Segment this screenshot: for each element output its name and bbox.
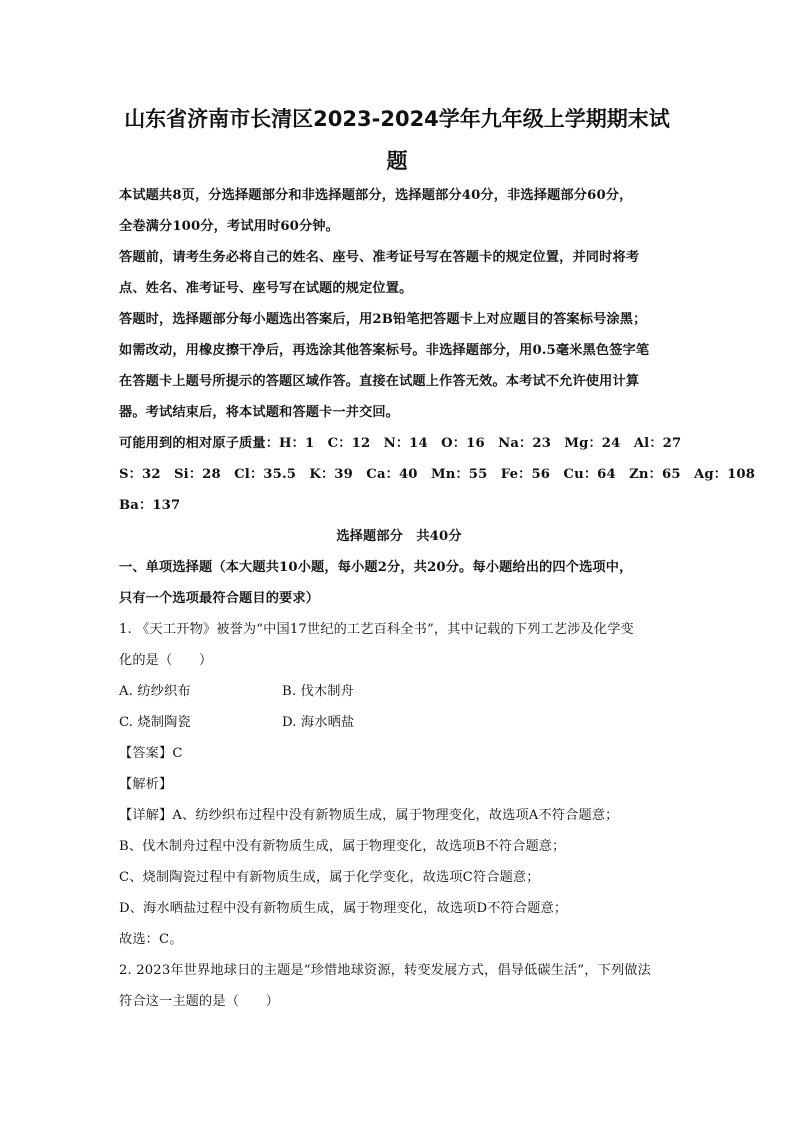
option-a: A. 纺纱织布 — [119, 684, 191, 699]
analysis-label: 【解析】 — [119, 777, 173, 792]
part-heading-line: 一、单项选择题（本大题共10小题，每小题2分，共20分。每小题给出的四个选项中， — [119, 560, 633, 575]
analysis-line: D、海水晒盐过程中没有新物质生成，属于物理变化，故选项D不符合题意； — [119, 901, 568, 916]
analysis-line: C、烧制陶瓷过程中有新物质生成，属于化学变化，故选项C符合题意； — [119, 870, 540, 885]
atomic-mass-line: Ba：137 — [119, 498, 181, 513]
instruction-line: 答题前，请考生务必将自己的姓名、座号、准考证号写在答题卡的规定位置，并同时将考 — [119, 250, 640, 265]
part-heading-line: 只有一个选项最符合题目的要求） — [119, 591, 320, 606]
instruction-line: 全卷满分100分，考试用时60分钟。 — [119, 219, 340, 234]
option-d: D. 海水晒盐 — [282, 715, 355, 730]
question-1-stem: 1. 《天工开物》被誉为“中国17世纪的工艺百科全书”，其中记载的下列工艺涉及化学变 — [119, 622, 634, 637]
instruction-line: 点、姓名、准考证号、座号写在试题的规定位置。 — [119, 281, 413, 296]
atomic-mass-line: S：32 Si：28 Cl：35.5 K：39 Ca：40 Mn：55 Fe：56 Cu：64 Zn：65 Ag：108 — [119, 467, 756, 482]
option-c: C. 烧制陶瓷 — [119, 715, 191, 730]
question-1-options-row — [119, 707, 679, 738]
instruction-line: 本试题共8页，分选择题部分和非选择题部分，选择题部分40分，非选择题部分60分， — [119, 188, 633, 203]
question-2-stem: 符合这一主题的是（ ） — [119, 994, 280, 1009]
instruction-line: 在答题卡上题号所提示的答题区域作答。直接在试题上作答无效。本考试不允许使用计算 — [119, 374, 640, 389]
analysis-line: 【详解】A、纺纱织布过程中没有新物质生成，属于物理变化，故选项A不符合题意； — [119, 808, 619, 823]
section-heading: 选择题部分 共40分 — [336, 529, 462, 544]
question-2-stem: 2. 2023年世界地球日的主题是“珍惜地球资源，转变发展方式，倡导低碳生活”，下列做法 — [119, 963, 651, 978]
option-b: B. 伐木制舟 — [282, 684, 354, 699]
instruction-line: 器。考试结束后，将本试题和答题卡一并交回。 — [119, 405, 400, 420]
analysis-line: 故选：C。 — [119, 932, 183, 947]
instruction-line: 如需改动，用橡皮擦干净后，再选涂其他答案标号。非选择题部分，用0.5毫米黑色签字笔 — [119, 343, 650, 358]
question-1-stem: 化的是（ ） — [119, 653, 213, 668]
page-title — [110, 98, 684, 182]
question-1-options-row — [119, 676, 679, 707]
title-line-1: 山东省济南市长清区2023-2024学年九年级上学期期末试 — [124, 107, 670, 131]
instruction-line: 答题时，选择题部分每小题选出答案后，用2B铅笔把答题卡上对应题目的答案标号涂黑； — [119, 312, 647, 327]
answer-line: 【答案】C — [119, 746, 183, 761]
exam-body — [119, 180, 756, 1017]
title-line-2: 题 — [386, 149, 408, 173]
analysis-line: B、伐木制舟过程中没有新物质生成，属于物理变化，故选项B不符合题意； — [119, 839, 566, 854]
atomic-mass-line: 可能用到的相对原子质量：H：1 C：12 N：14 O：16 Na：23 Mg：24 Al：27 — [119, 436, 682, 451]
